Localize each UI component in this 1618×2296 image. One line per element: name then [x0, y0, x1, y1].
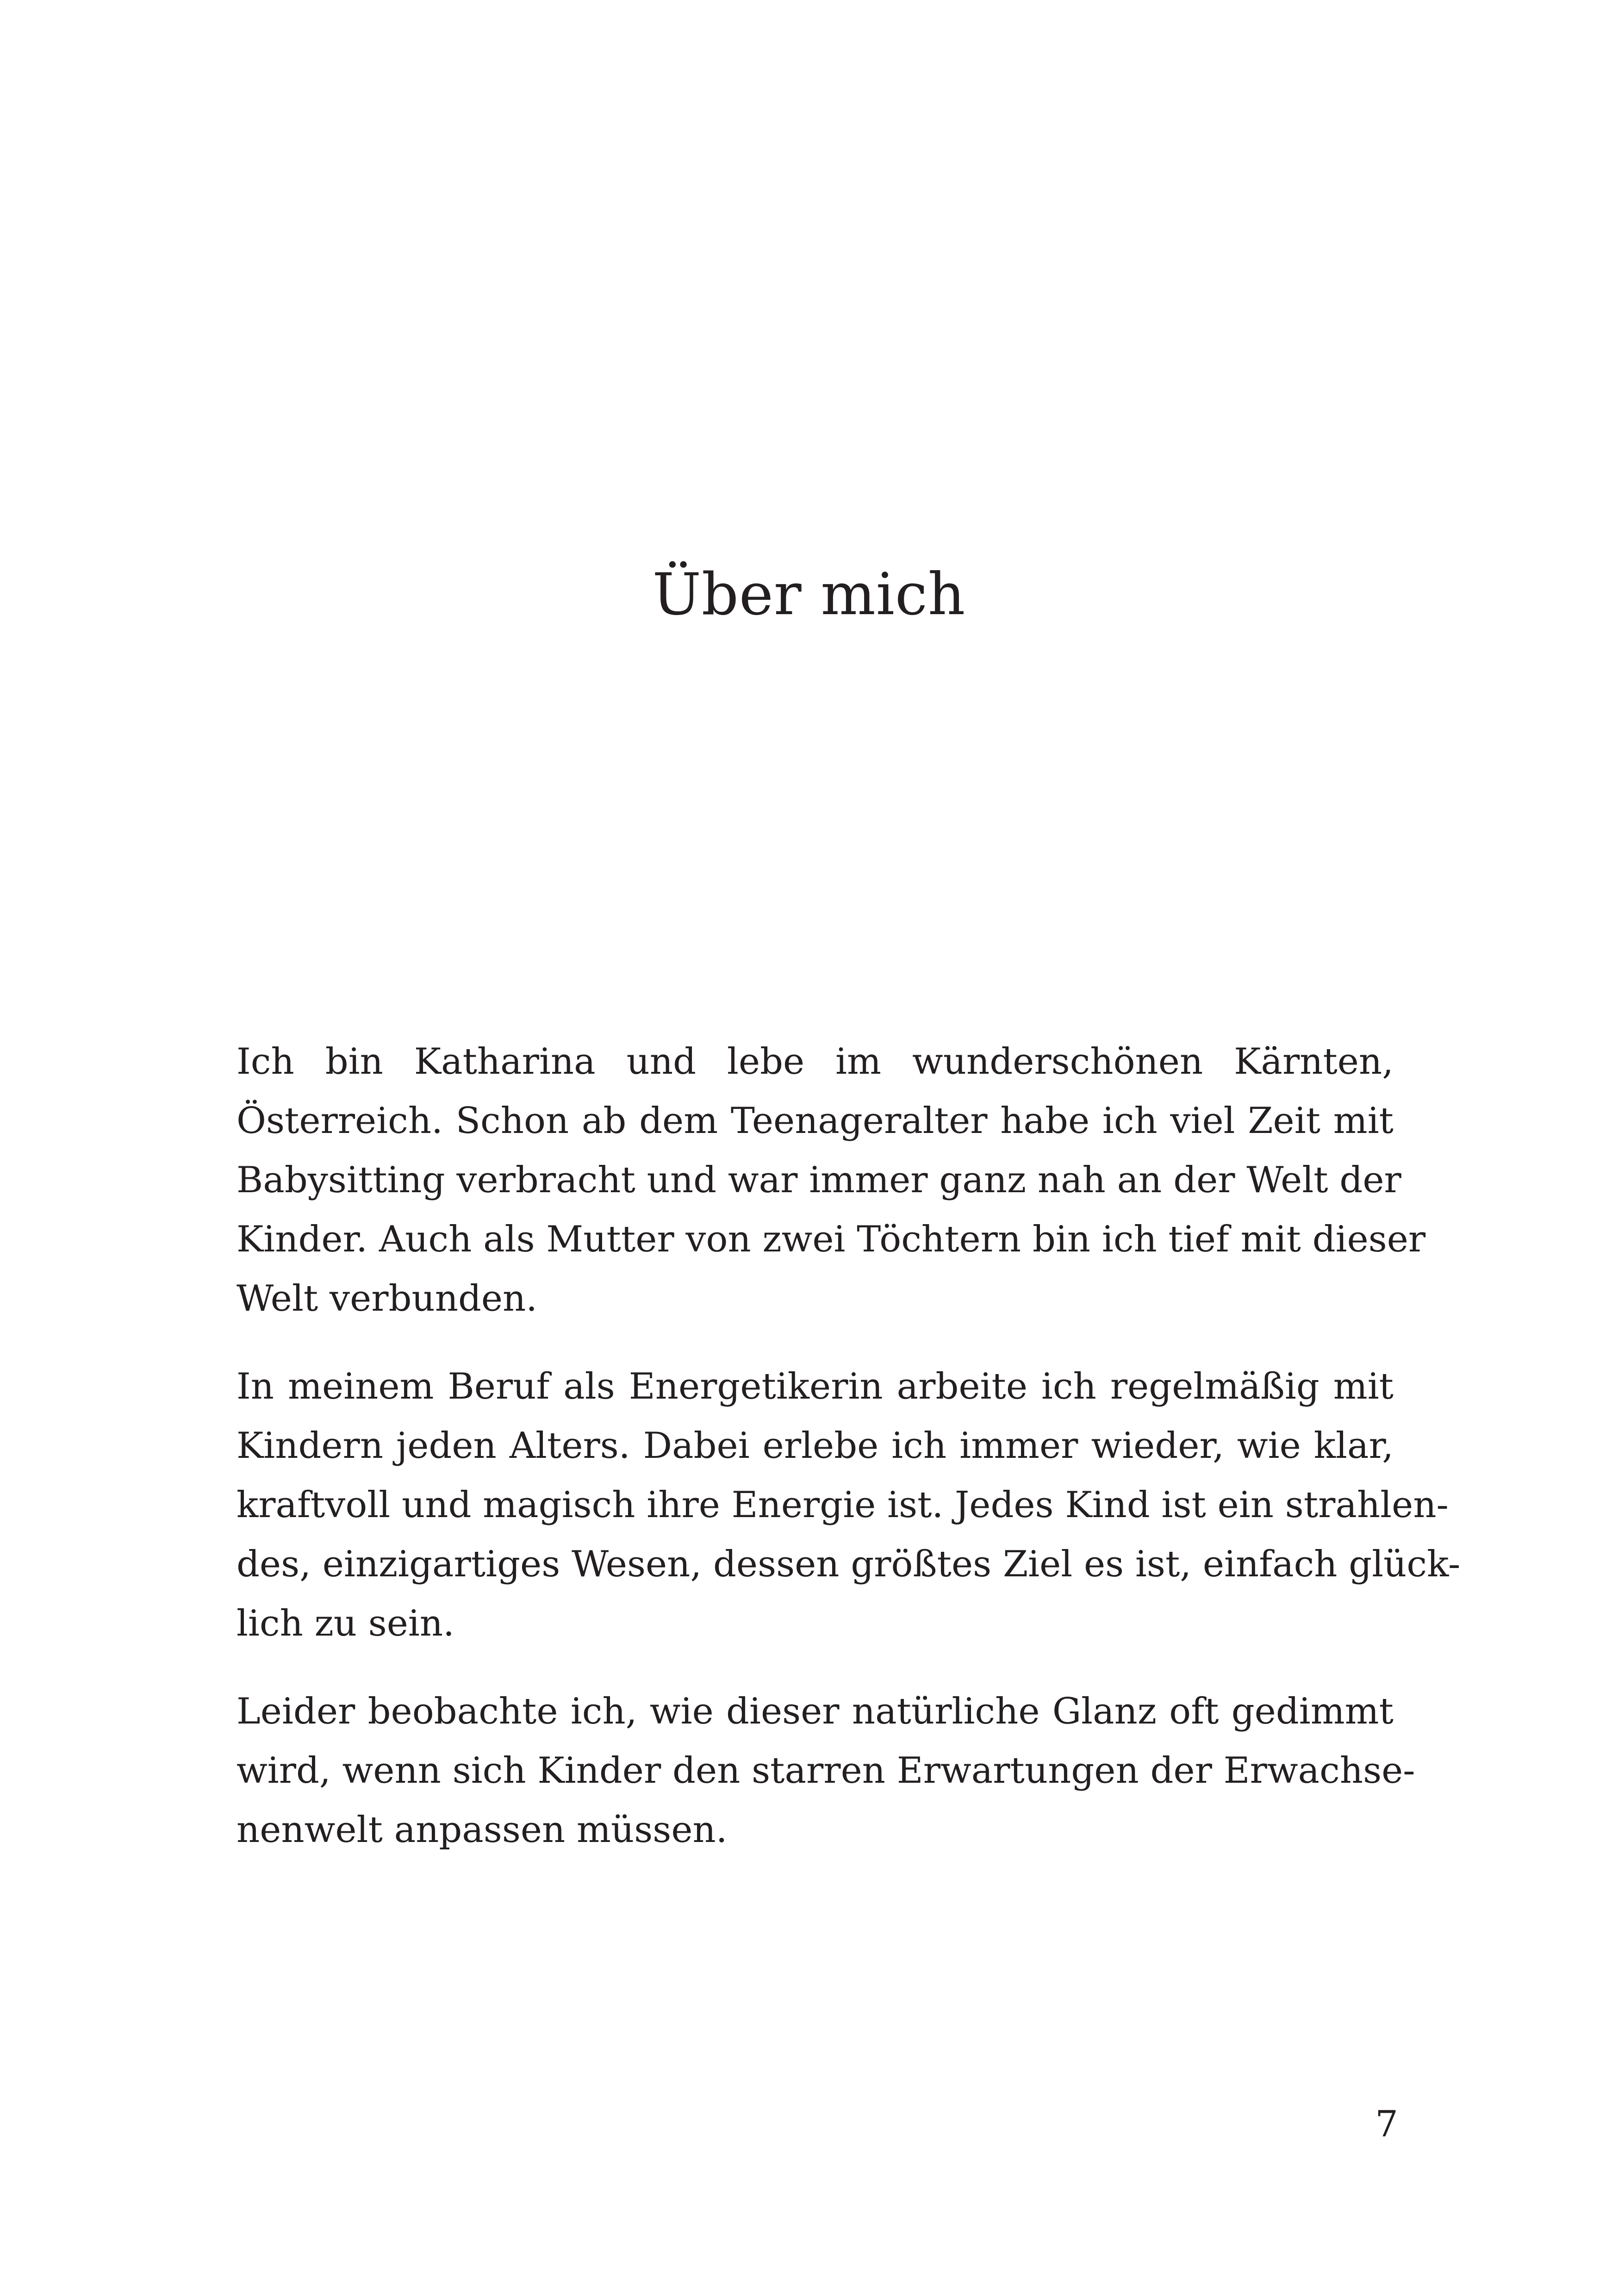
paragraph-2	[236, 1357, 1461, 1653]
text-line: kraftvoll und magisch ihre Energie ist. Jedes Kind ist ein strahlen-	[236, 1484, 1449, 1526]
text-line: Kindern jeden Alters. Dabei erlebe ich immer wieder, wie klar,	[236, 1425, 1394, 1467]
body-text	[236, 1032, 1461, 1888]
text-line: Welt verbunden.	[236, 1278, 538, 1319]
paragraph-3	[236, 1682, 1415, 1860]
text-line: Kinder. Auch als Mutter von zwei Töchtern bin ich tief mit dieser	[236, 1219, 1426, 1260]
text-line: In meinem Beruf als Energetikerin arbeite ich regelmäßig mit	[236, 1366, 1394, 1407]
text-line: Leider beobachte ich, wie dieser natürliche Glanz oft gedimmt	[236, 1691, 1394, 1732]
text-line: Österreich. Schon ab dem Teenageralter habe ich viel Zeit mit	[236, 1100, 1394, 1142]
paragraph-1	[236, 1032, 1426, 1328]
text-line: lich zu sein.	[236, 1603, 454, 1644]
text-line: des, einzigartiges Wesen, dessen größtes Ziel es ist, einfach glück-	[236, 1543, 1461, 1585]
text-line: Babysitting verbracht und war immer ganz nah an der Welt der	[236, 1159, 1401, 1201]
page-number: 7	[1375, 2103, 1398, 2145]
text-line: Ich bin Katharina und lebe im wunderschönen Kärnten,	[236, 1041, 1394, 1083]
page-title: Über mich	[652, 561, 966, 628]
text-line: nenwelt anpassen müssen.	[236, 1809, 728, 1851]
text-line: wird, wenn sich Kinder den starren Erwartungen der Erwachse-	[236, 1750, 1415, 1792]
